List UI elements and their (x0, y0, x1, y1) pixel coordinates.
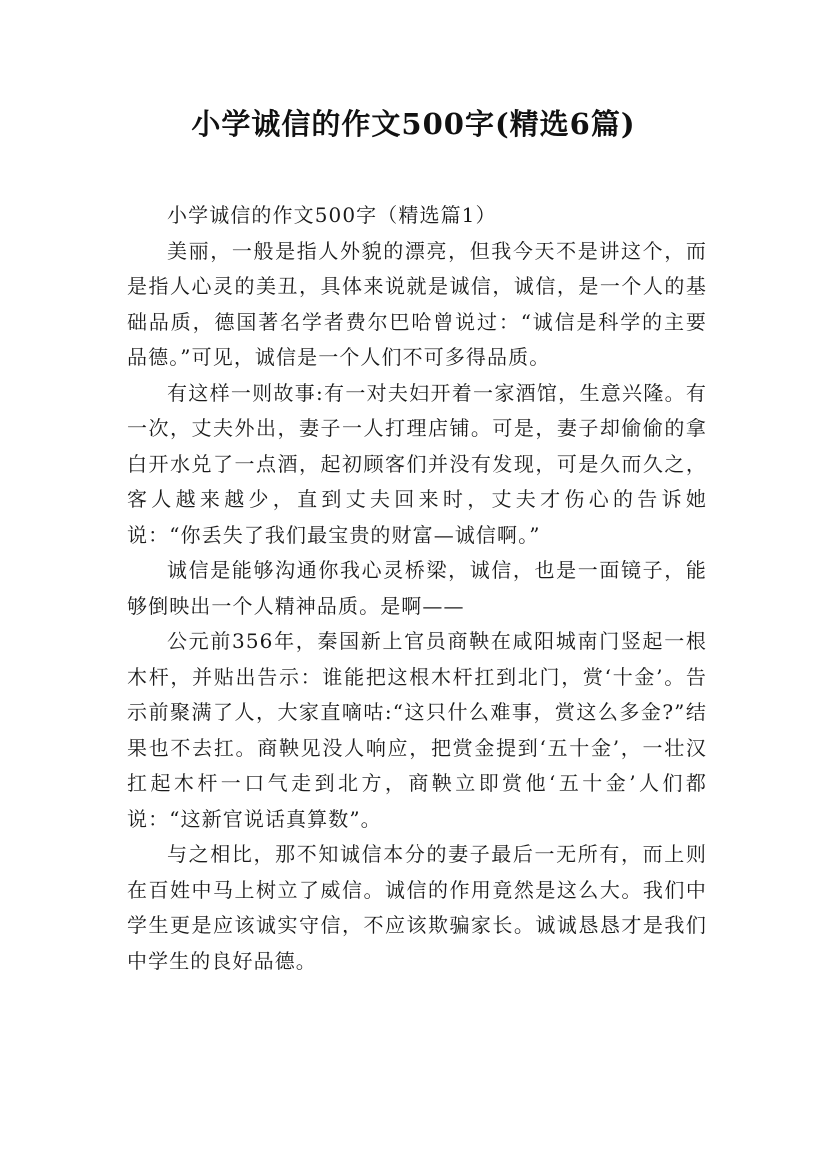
paragraph-3: 诚信是能够沟通你我心灵桥梁，诚信，也是一面镜子，能够倒映出一个人精神品质。是啊—— (127, 558, 707, 618)
paragraph-1: 美丽，一般是指人外貌的漂亮，但我今天不是讲这个，而是指人心灵的美丑，具体来说就是诚信，诚信，是一个人的基础品质，德国著名学者费尔巴哈曾说过：“诚信是科学的主要品德。”可见，诚信是一个人们不可多得品质。 (127, 238, 707, 369)
paragraph-4: 公元前356年，秦国新上官员商鞅在咸阳城南门竖起一根木杆，并贴出告示：谁能把这根木杆扛到北门，赏‘十金’。告示前聚满了人，大家直嘀咕:“这只什么难事，赏这么多金?”结果也不去扛。商鞅见没人响应，把赏金提到‘五十金’，一壮汉扛起木杆一口气走到北方，商鞅立即赏他‘五十金’人们都说：“这新官说话真算数”。 (127, 629, 707, 831)
paragraph-2: 有这样一则故事:有一对夫妇开着一家酒馆，生意兴隆。有一次，丈夫外出，妻子一人打理店铺。可是，妻子却偷偷的拿白开水兑了一点酒，起初顾客们并没有发现，可是久而久之，客人越来越少，直到丈夫回来时，丈夫才伤心的告诉她说：“你丢失了我们最宝贵的财富—诚信啊。” (127, 380, 707, 547)
paragraph-5: 与之相比，那不知诚信本分的妻子最后一无所有，而上则在百姓中马上树立了威信。诚信的作用竟然是这么大。我们中学生更是应该诚实守信，不应该欺骗家长。诚诚恳恳才是我们中学生的良好品德。 (127, 842, 707, 973)
document-title: 小学诚信的作文500字(精选6篇) (191, 107, 636, 141)
section-subheading: 小学诚信的作文500字（精选篇1） (167, 203, 497, 227)
document-body (127, 198, 707, 979)
